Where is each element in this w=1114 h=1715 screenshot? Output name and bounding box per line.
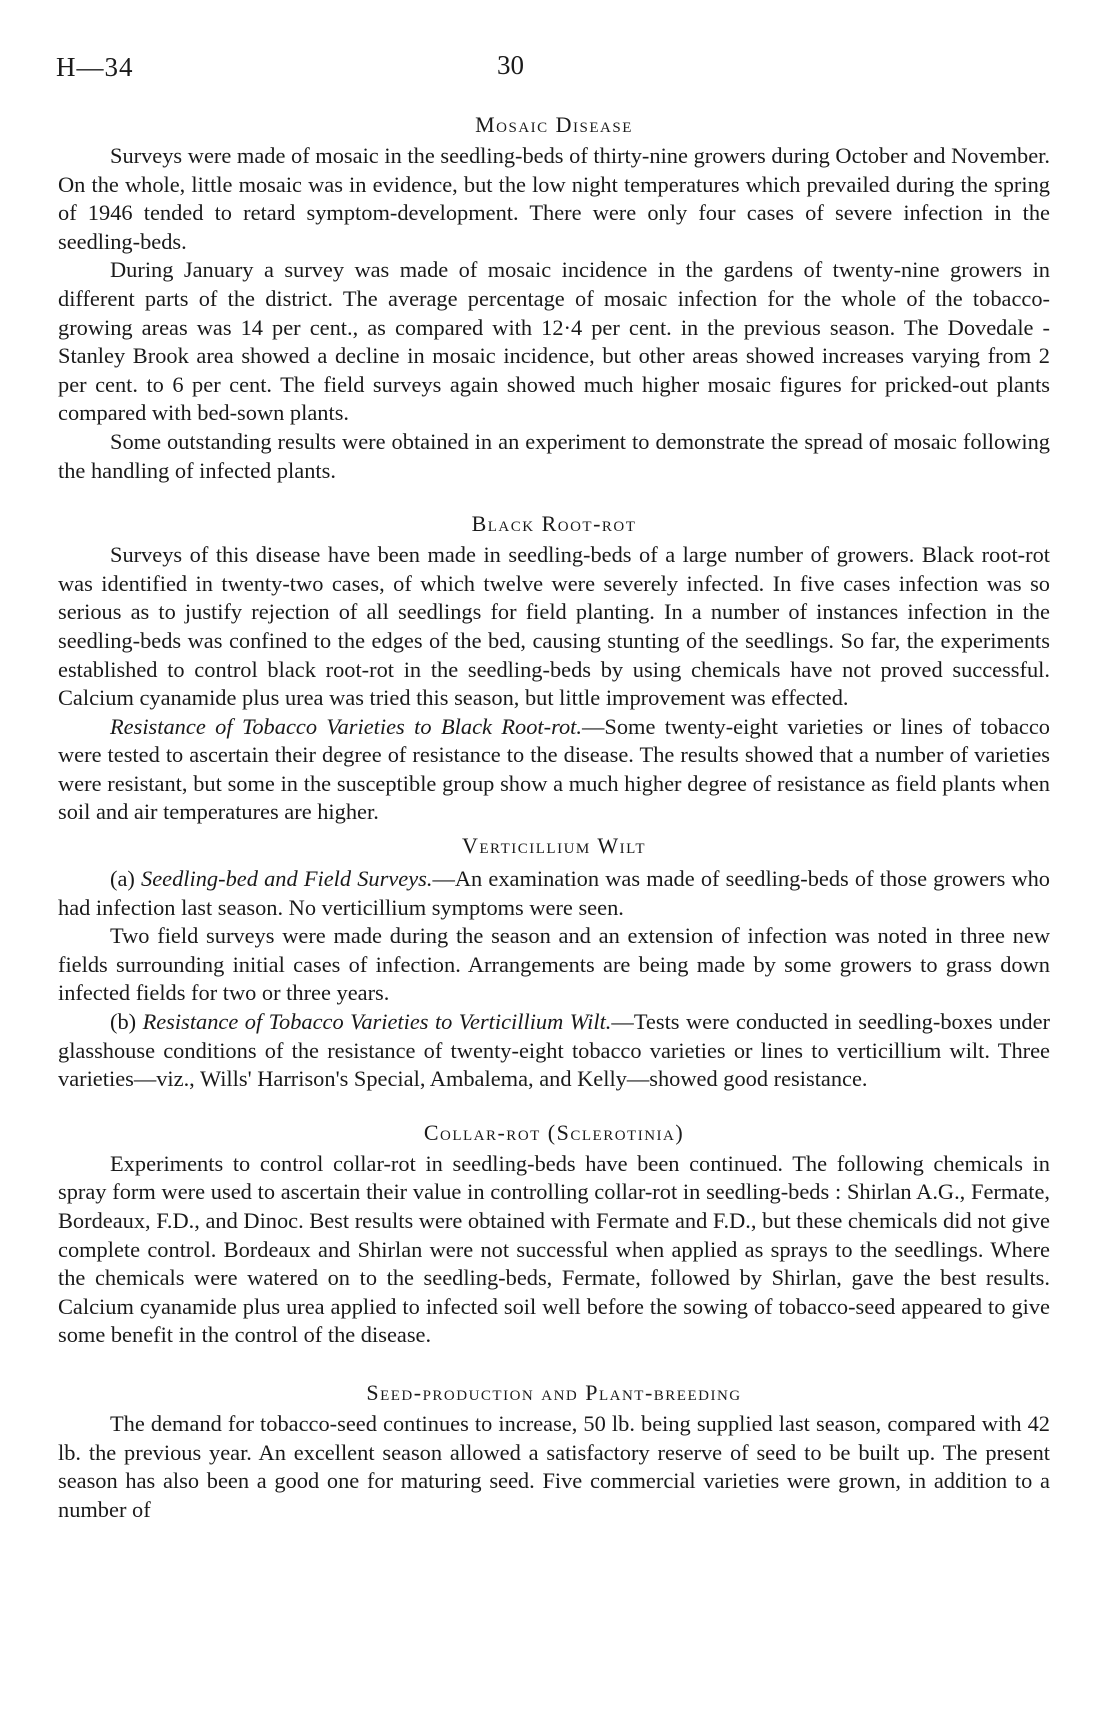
verticillium-a-text: —An examination was made of seedling-beds of those growers who had infection last season. No verticillium symptoms were seen. (58, 866, 1051, 920)
mosaic-paragraph-3: Some outstanding results were obtained in an experiment to demonstrate the spread of mosaic following the handling of infected plants. (58, 428, 1050, 483)
heading-verticillium-wilt: Verticillium Wilt (461, 833, 647, 859)
page-body (58, 112, 1050, 1524)
verticillium-a-label: (a) (110, 866, 135, 892)
seed-production-paragraph: The demand for tobacco-seed continues to increase, 50 lb. being supplied last season, compared with 42 lb. the previous year. An excellent season allowed a satisfactory reserve of seed to be built up. The present season has also been a good one for maturing seed. Five commercial varieties were grown, in addition to a number of (58, 1410, 1050, 1522)
mosaic-paragraph-1: Surveys were made of mosaic in the seedling-beds of thirty-nine growers during October and November. On the whole, little mosaic was in evidence, but the low night temperatures which prevailed during the spring of 1946 tended to retard symptom-development. There were only four cases of severe infection in the seedling-beds. (58, 143, 1050, 254)
mosaic-paragraph-2: During January a survey was made of mosaic incidence in the gardens of twenty-nine growers in different parts of the district. The average percentage of mosaic infection for the whole of the tobacco-growing areas was 14 per cent., as compared with 12·4 per cent. in the previous season. The Dovedale - Stanley Brook area showed a decline in mosaic incidence, but other areas showed increases varying from 2 per cent. to 6 per cent. The field surveys again showed much higher mosaic figures for pricked-out plants compared with bed-sown plants. (58, 257, 1050, 426)
verticillium-b-paragraph (58, 1008, 1050, 1094)
verticillium-b-label: (b) (110, 1009, 137, 1035)
verticillium-b-text: —Tests were conducted in seedling-boxes under glasshouse conditions of the resistance of twenty-eight tobacco varieties or lines to verticillium wilt. Three varieties—viz., Wills' Harrison's Special, Ambalema, and Kelly—showed good resistance. (58, 1009, 1050, 1092)
verticillium-b-heading: Resistance of Tobacco Varieties to Verticillium Wilt. (142, 1009, 612, 1035)
resistance-black-root-rot-heading: Resistance of Tobacco Varieties to Black Root-rot. (110, 713, 582, 739)
verticillium-a-paragraph-2: Two field surveys were made during the season and an extension of infection was noted in three new fields surrounding initial cases of infection. Arrangements are being made by some growers to grass down infected fields for two or three years. (58, 923, 1050, 1006)
document-reference: H—34 (56, 52, 134, 82)
verticillium-a-paragraph (58, 865, 1050, 922)
heading-black-root-rot: Black Root-rot (471, 511, 637, 537)
page-number: 30 (497, 50, 524, 80)
heading-mosaic-disease: Mosaic Disease (475, 112, 633, 137)
collar-rot-paragraph: Experiments to control collar-rot in seedling-beds have been continued. The following chemicals in spray form were used to ascertain their value in controlling collar-rot in seedling-beds : Shirlan A.G., Fermate, Bordeaux, F.D., and Dinoc. Best results were obtained with Fermate and F.D., but these chemicals did not give complete control. Bordeaux and Shirlan were not successful when applied as sprays to the seedlings. Where the chemicals were watered on to the seedling-beds, Fermate, followed by Shirlan, gave the best results. Calcium cyanamide plus urea applied to infected soil well before the sowing of tobacco-seed appeared to give some benefit in the control of the disease. (58, 1150, 1050, 1348)
resistance-black-root-rot-text: —Some twenty-eight varieties or lines of tobacco were tested to ascertain their degree of resistance to the disease. The results showed that a number of varieties were resistant, but some in the susceptible group show a much higher degree of resistance as field plants when soil and air temperatures are higher. (58, 713, 1050, 825)
black-root-rot-paragraph: Surveys of this disease have been made in seedling-beds of a large number of growers. Black root-rot was identified in twenty-two cases, of which twelve were severely infected. In five cases infection was so serious as to justify rejection of all seedlings for field planting. In a number of instances infection in the seedling-beds was confined to the edges of the bed, causing stunting of the seedlings. So far, the experiments established to control black root-rot in the seedling-beds by using chemicals have not proved successful. Calcium cyanamide plus urea was tried this season, but little improvement was effected. (58, 542, 1050, 711)
verticillium-a-heading: Seedling-bed and Field Surveys. (141, 866, 433, 892)
heading-collar-rot: Collar-rot (Sclerotinia) (423, 1119, 685, 1145)
heading-seed-production: Seed-production and Plant-breeding (366, 1379, 742, 1405)
resistance-black-root-rot-paragraph (58, 713, 1050, 827)
